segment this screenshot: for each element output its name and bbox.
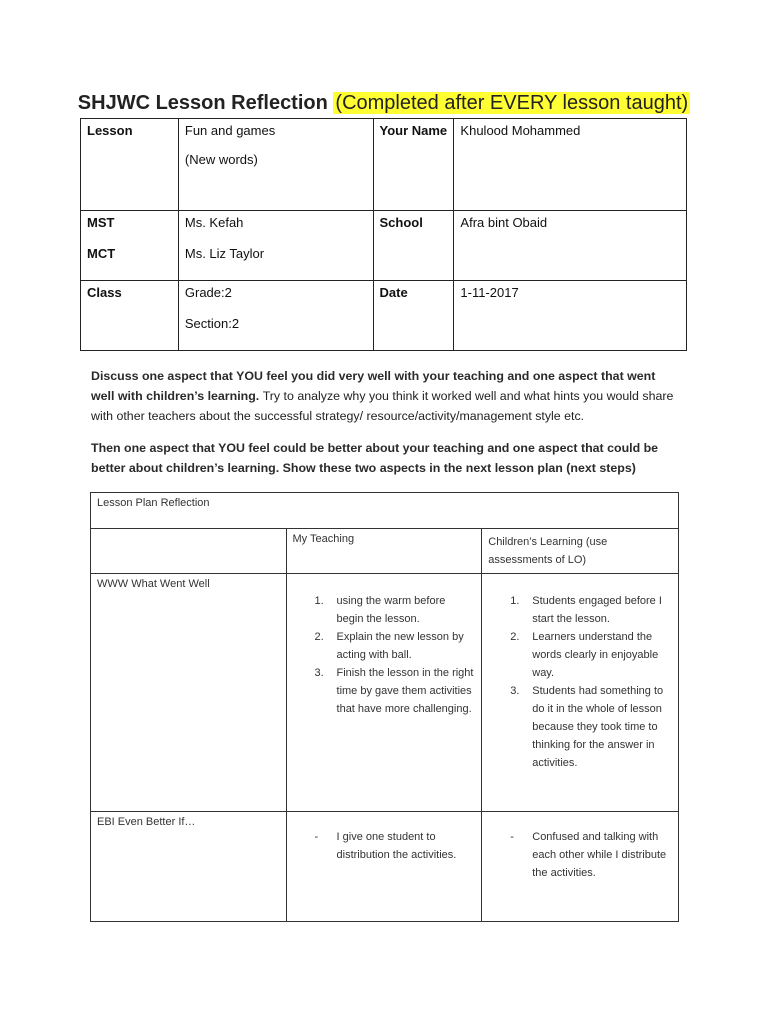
school-value: Afra bint Obaid (454, 211, 687, 281)
mentor-label-cell (81, 211, 179, 281)
grade-value: Grade:2 (184, 285, 232, 300)
name-label: Your Name (373, 119, 454, 211)
list-item: 2. Learners understand the words clearly in enjoyable way. (510, 631, 659, 679)
ebi-learning-list (488, 828, 672, 882)
list-item: 1. using the warm before begin the lesson. (314, 595, 446, 625)
ebi-teaching-cell (286, 812, 482, 922)
mct-label: MCT (87, 246, 116, 261)
page-title (0, 92, 768, 115)
title-main: SHJWC Lesson Reflection (77, 92, 328, 114)
instructions-p1-normal: Try to analyze why you think it worked well and what hints you would share with other teachers about the successful strategy/ resource/activity/management style etc. (91, 389, 674, 423)
lesson-info-table (80, 118, 687, 351)
mct-value: Ms. Liz Taylor (184, 246, 265, 261)
date-label: Date (373, 281, 454, 351)
www-teaching-cell (286, 574, 482, 812)
section-value: Section:2 (184, 316, 240, 331)
reflection-header-row (91, 493, 679, 529)
www-learning-cell (482, 574, 679, 812)
lesson-label: Lesson (81, 119, 179, 211)
ebi-learning-cell (482, 812, 679, 922)
list-item: - I give one student to distribution the activities. (314, 831, 457, 861)
reflection-corner (91, 529, 287, 574)
name-value: Khulood Mohammed (454, 119, 687, 211)
lesson-sub: (New words) (184, 152, 258, 167)
info-row-class (81, 281, 687, 351)
ebi-teaching-list (293, 828, 476, 864)
list-item: - Confused and talking with each other while I distribute the activities. (510, 831, 667, 879)
ebi-row (91, 812, 679, 922)
mst-value: Ms. Kefah (184, 215, 244, 230)
col-my-teaching: My Teaching (286, 529, 482, 574)
col-childrens-learning: Children’s Learning (use assessments of LO) (482, 529, 679, 574)
school-label: School (373, 211, 454, 281)
reflection-columns-row (91, 529, 679, 574)
lesson-cell (178, 119, 373, 211)
date-value: 1-11-2017 (454, 281, 687, 351)
instructions-p1-bold: Discuss one aspect that YOU feel you did very well with your teaching and one aspect that went well with children’s learning. (91, 369, 656, 403)
www-teaching-list (293, 592, 476, 718)
info-row-lesson (81, 119, 687, 211)
list-item: 1. Students engaged before I start the lesson. (510, 595, 662, 625)
www-row (91, 574, 679, 812)
reflection-header: Lesson Plan Reflection (91, 493, 679, 529)
info-row-mentors (81, 211, 687, 281)
mentor-value-cell (178, 211, 373, 281)
instructions-paragraph-2: Then one aspect that YOU feel could be better about your teaching and one aspect that could be better about children’s learning. Show these two aspects in the next lesson plan (next steps) (91, 441, 659, 475)
mst-label: MST (87, 215, 115, 230)
instructions-paragraph-1 (91, 366, 681, 426)
www-learning-list (488, 592, 672, 772)
list-item: 3. Finish the lesson in the right time by gave them activities that have more challenging. (314, 667, 474, 715)
ebi-label: EBI Even Better If… (91, 812, 287, 922)
class-label: Class (81, 281, 179, 351)
class-value-cell (178, 281, 373, 351)
lesson-value: Fun and games (184, 123, 276, 138)
reflection-table (90, 492, 679, 922)
www-label: WWW What Went Well (91, 574, 287, 812)
list-item: 2. Explain the new lesson by acting with ball. (314, 631, 464, 661)
list-item: 3. Students had something to do it in the whole of lesson because they took time to thinking for the answer in activities. (510, 685, 664, 769)
title-highlight: (Completed after EVERY lesson taught) (335, 92, 689, 114)
